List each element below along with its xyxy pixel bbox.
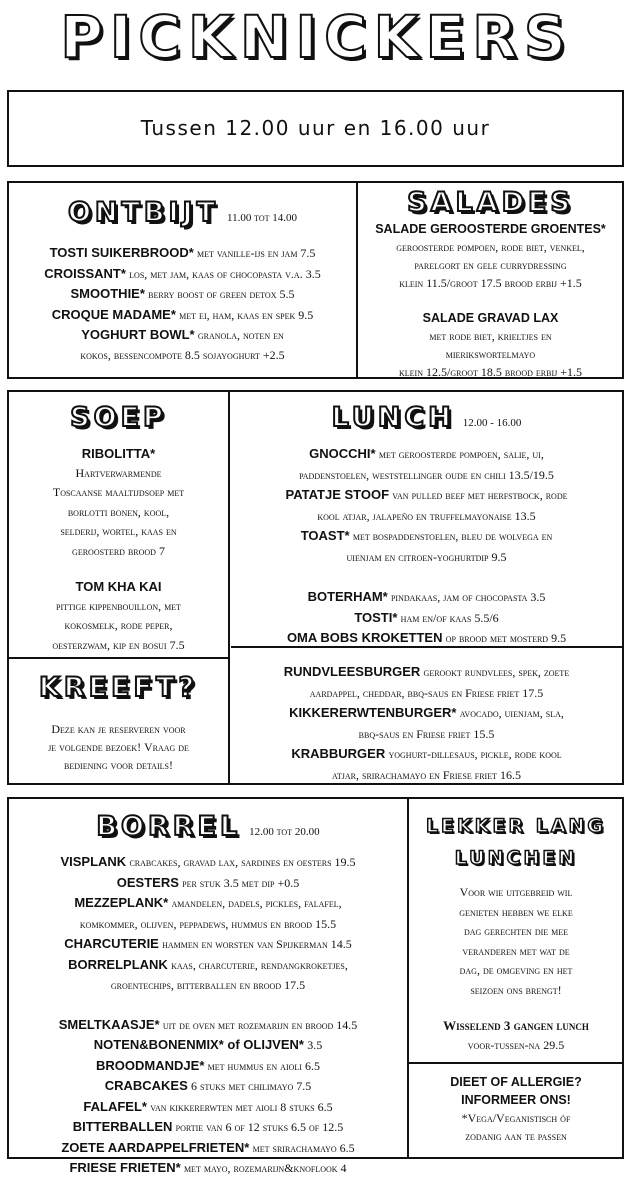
- list-item: KIKKERERWTENBURGER* avocado, uienjam, sla,: [289, 705, 564, 720]
- list-item: genieten hebben we elke: [459, 904, 573, 919]
- list-item: kokos, bessencompote 8.5 sojayoghurt +2.5: [80, 347, 285, 362]
- dieet-line4: zodanig aan te passen: [465, 1129, 567, 1143]
- dieet-line1: DIEET OF ALLERGIE?: [450, 1075, 582, 1089]
- row-divider: [408, 1062, 622, 1064]
- list-item: seizoen ons brengt!: [470, 982, 562, 997]
- list-item: SMOOTHIE* berry boost of green detox 5.5: [70, 286, 295, 301]
- soep-item-1-name: RIBOLITTA*: [81, 446, 156, 461]
- lunch-divider: [231, 646, 622, 648]
- salades-panel: [359, 183, 622, 377]
- soep-list: [9, 444, 228, 655]
- dieet-text: [410, 1073, 622, 1145]
- dieet-line2: INFORMEER ONS!: [461, 1093, 571, 1107]
- ontbijt-panel: [9, 183, 356, 377]
- list-item: MEZZEPLANK* amandelen, dadels, pickles, falafel,: [74, 895, 342, 910]
- lekker-footer-1: Wisselend 3 gangen lunch: [443, 1018, 589, 1033]
- row-divider: [9, 657, 229, 659]
- list-item: CROQUE MADAME* met ei, ham, kaas en spek 9.5: [51, 306, 314, 322]
- list-item: aardappel, cheddar, bbq-saus en Friese friet 17.5: [309, 685, 544, 700]
- lekker-title-line1: LEKKER LANG: [425, 815, 607, 837]
- column-divider: [356, 183, 358, 377]
- list-item: groentechips, bitterballen en brood 17.5: [110, 978, 306, 992]
- list-item: atjar, srirachamayo en Friese friet 16.5: [332, 767, 521, 782]
- list-item: klein 11.5/groot 17.5 brood erbij +1.5: [399, 276, 582, 290]
- list-item: CHARCUTERIE hammen en worsten van Spijkerman 14.5: [64, 936, 352, 951]
- kreeft-title: KREEFT?: [38, 672, 199, 703]
- dieet-line3: *Vega/Veganistisch óf: [461, 1111, 571, 1125]
- list-item: je volgende bezoek! Vraag de: [48, 740, 189, 754]
- soep-lunch-section: [7, 390, 624, 785]
- soep-title: SOEP: [70, 402, 167, 433]
- list-item: SMELTKAASJE* uit de oven met rozemarijn en brood 14.5: [58, 1016, 358, 1032]
- lunch-title: LUNCH: [331, 402, 455, 433]
- list-item: CROISSANT* los, met jam, kaas of chocopasta v.a. 3.5: [44, 265, 321, 281]
- list-item: PATATJE STOOF van pulled beef met herfstbock, rode: [285, 487, 568, 502]
- hours-box: [7, 90, 624, 167]
- borrel-time: 12.00 tot 20.00: [249, 826, 320, 838]
- list-item: pittige kippenbouillon, met: [56, 598, 181, 613]
- list-item: klein 12.5/groot 18.5 brood erbij +1.5: [399, 365, 582, 379]
- list-item: FRIESE FRIETEN* met mayo, rozemarijn&knoflook 4: [69, 1160, 347, 1175]
- list-item: dag, de omgeving en het: [459, 963, 573, 977]
- salades-list: [359, 220, 622, 381]
- list-item: KRABBURGER yoghurt-dillesaus, pickle, rode kool: [291, 746, 562, 761]
- list-item: uienjam en citroen-yoghurtdip 9.5: [346, 549, 507, 564]
- list-item: selderij, wortel, kaas en: [60, 524, 177, 538]
- list-item: mierikswortelmayo: [445, 347, 536, 361]
- list-item: met rode biet, krieltjes en: [429, 329, 552, 343]
- list-item: BROODMANDJE* met hummus en aioli 6.5: [96, 1057, 320, 1073]
- list-item: oesterzwam, kip en bosui 7.5: [52, 637, 185, 652]
- list-item: RUNDVLEESBURGER gerookt rundvlees, spek, zoete: [283, 664, 570, 679]
- lunch-panel: [231, 392, 622, 783]
- dieet-panel: [410, 1065, 622, 1157]
- list-item: kokosmelk, rode peper,: [64, 618, 173, 632]
- list-item: TOSTI SUIKERBROOD* met vanille-ijs en jam 7.5: [49, 245, 316, 260]
- lunch-time: 12.00 - 16.00: [462, 417, 522, 429]
- list-item: geroosterde pompoen, rode biet, venkel,: [396, 240, 585, 254]
- salade-item-2-name: SALADE GRAVAD LAX: [422, 311, 559, 325]
- list-item: Hartverwarmende: [75, 465, 162, 480]
- list-item: borlotti bonen, kool,: [67, 504, 170, 519]
- ontbijt-time: 11.00 tot 14.00: [227, 212, 298, 224]
- lekker-text: [410, 883, 622, 1055]
- borrel-panel: [9, 799, 407, 1175]
- list-item: CRABCAKES 6 stuks met chilimayo 7.5: [104, 1078, 312, 1093]
- borrel-list: [9, 852, 407, 1179]
- ontbijt-title: ONTBIJT: [67, 197, 220, 228]
- salade-item-1-name: SALADE GEROOSTERDE GROENTES*: [375, 222, 606, 236]
- ontbijt-list: [9, 243, 356, 365]
- list-item: BOTERHAM* pindakaas, jam of chocopasta 3.5: [307, 589, 546, 604]
- list-item: dag gerechten die mee: [463, 924, 569, 938]
- list-item: BITTERBALLEN portie van 6 of 12 stuks 6.5 of 12.5: [72, 1119, 344, 1134]
- soep-item-2-name: TOM KHA KAI: [75, 579, 162, 594]
- list-item: BORRELPLANK kaas, charcuterie, rendangkroketjes,: [68, 956, 348, 972]
- list-item: parelgort en gele currydressing: [414, 258, 567, 272]
- list-item: veranderen met wat de: [462, 943, 570, 958]
- list-item: bbq-saus en Friese friet 15.5: [358, 726, 495, 741]
- list-item: TOSTI* ham en/of kaas 5.5/6: [354, 609, 499, 625]
- list-item: geroosterd brood 7: [72, 543, 165, 558]
- borrel-section: [7, 797, 624, 1175]
- borrel-title: BORREL: [96, 811, 242, 842]
- list-item: Deze kan je reserveren voor: [51, 722, 186, 736]
- list-item: ZOETE AARDAPPELFRIETEN* met srirachamayo 6.5: [61, 1139, 355, 1155]
- list-item: GNOCCHI* met geroosterde pompoen, salie, ui,: [309, 446, 544, 461]
- list-item: OMA BOBS KROKETTEN op brood met mosterd 9.5: [286, 630, 567, 645]
- list-item: Toscaanse maaltijdsoep met: [52, 485, 185, 499]
- list-item: kool atjar, jalapeño en truffelmayonaise 13.5: [317, 508, 536, 523]
- page-title: PICKNICKERS: [60, 3, 573, 71]
- burger-list: [231, 662, 622, 785]
- list-item: FALAFEL* van kikkererwten met aioli 8 stuks 6.5: [83, 1098, 333, 1114]
- kreeft-text: [9, 720, 228, 774]
- soep-panel: [9, 392, 228, 657]
- list-item: VISPLANK crabcakes, gravad lax, sardines en oesters 19.5: [60, 854, 356, 869]
- list-item: komkommer, olijven, peppadews, hummus en brood 15.5: [79, 916, 337, 931]
- salades-title: SALADES: [407, 187, 574, 218]
- column-divider: [407, 799, 409, 1157]
- list-item: OESTERS per stuk 3.5 met dip +0.5: [116, 874, 300, 890]
- list-item: NOTEN&BONENMIX* of OLIJVEN* 3.5: [93, 1037, 323, 1052]
- lekker-title-line2: LUNCHEN: [454, 847, 578, 869]
- list-item: YOGHURT BOWL* granola, noten en: [81, 327, 284, 342]
- kreeft-panel: [9, 660, 228, 785]
- column-divider: [228, 392, 230, 783]
- lunch-list: [231, 444, 622, 649]
- ontbijt-salades-section: [7, 181, 624, 379]
- hours-text: Tussen 12.00 uur en 16.00 uur: [140, 116, 491, 140]
- lekker-lang-panel: [410, 799, 622, 1062]
- lekker-footer-2: voor-tussen-na 29.5: [467, 1037, 565, 1052]
- list-item: Voor wie uitgebreid wil: [459, 885, 573, 899]
- list-item: TOAST* met bospaddenstoelen, bleu de wolvega en: [300, 528, 553, 543]
- list-item: paddenstoelen, weststellinger oude en chili 13.5/19.5: [299, 467, 554, 482]
- list-item: bediening voor details!: [64, 758, 173, 772]
